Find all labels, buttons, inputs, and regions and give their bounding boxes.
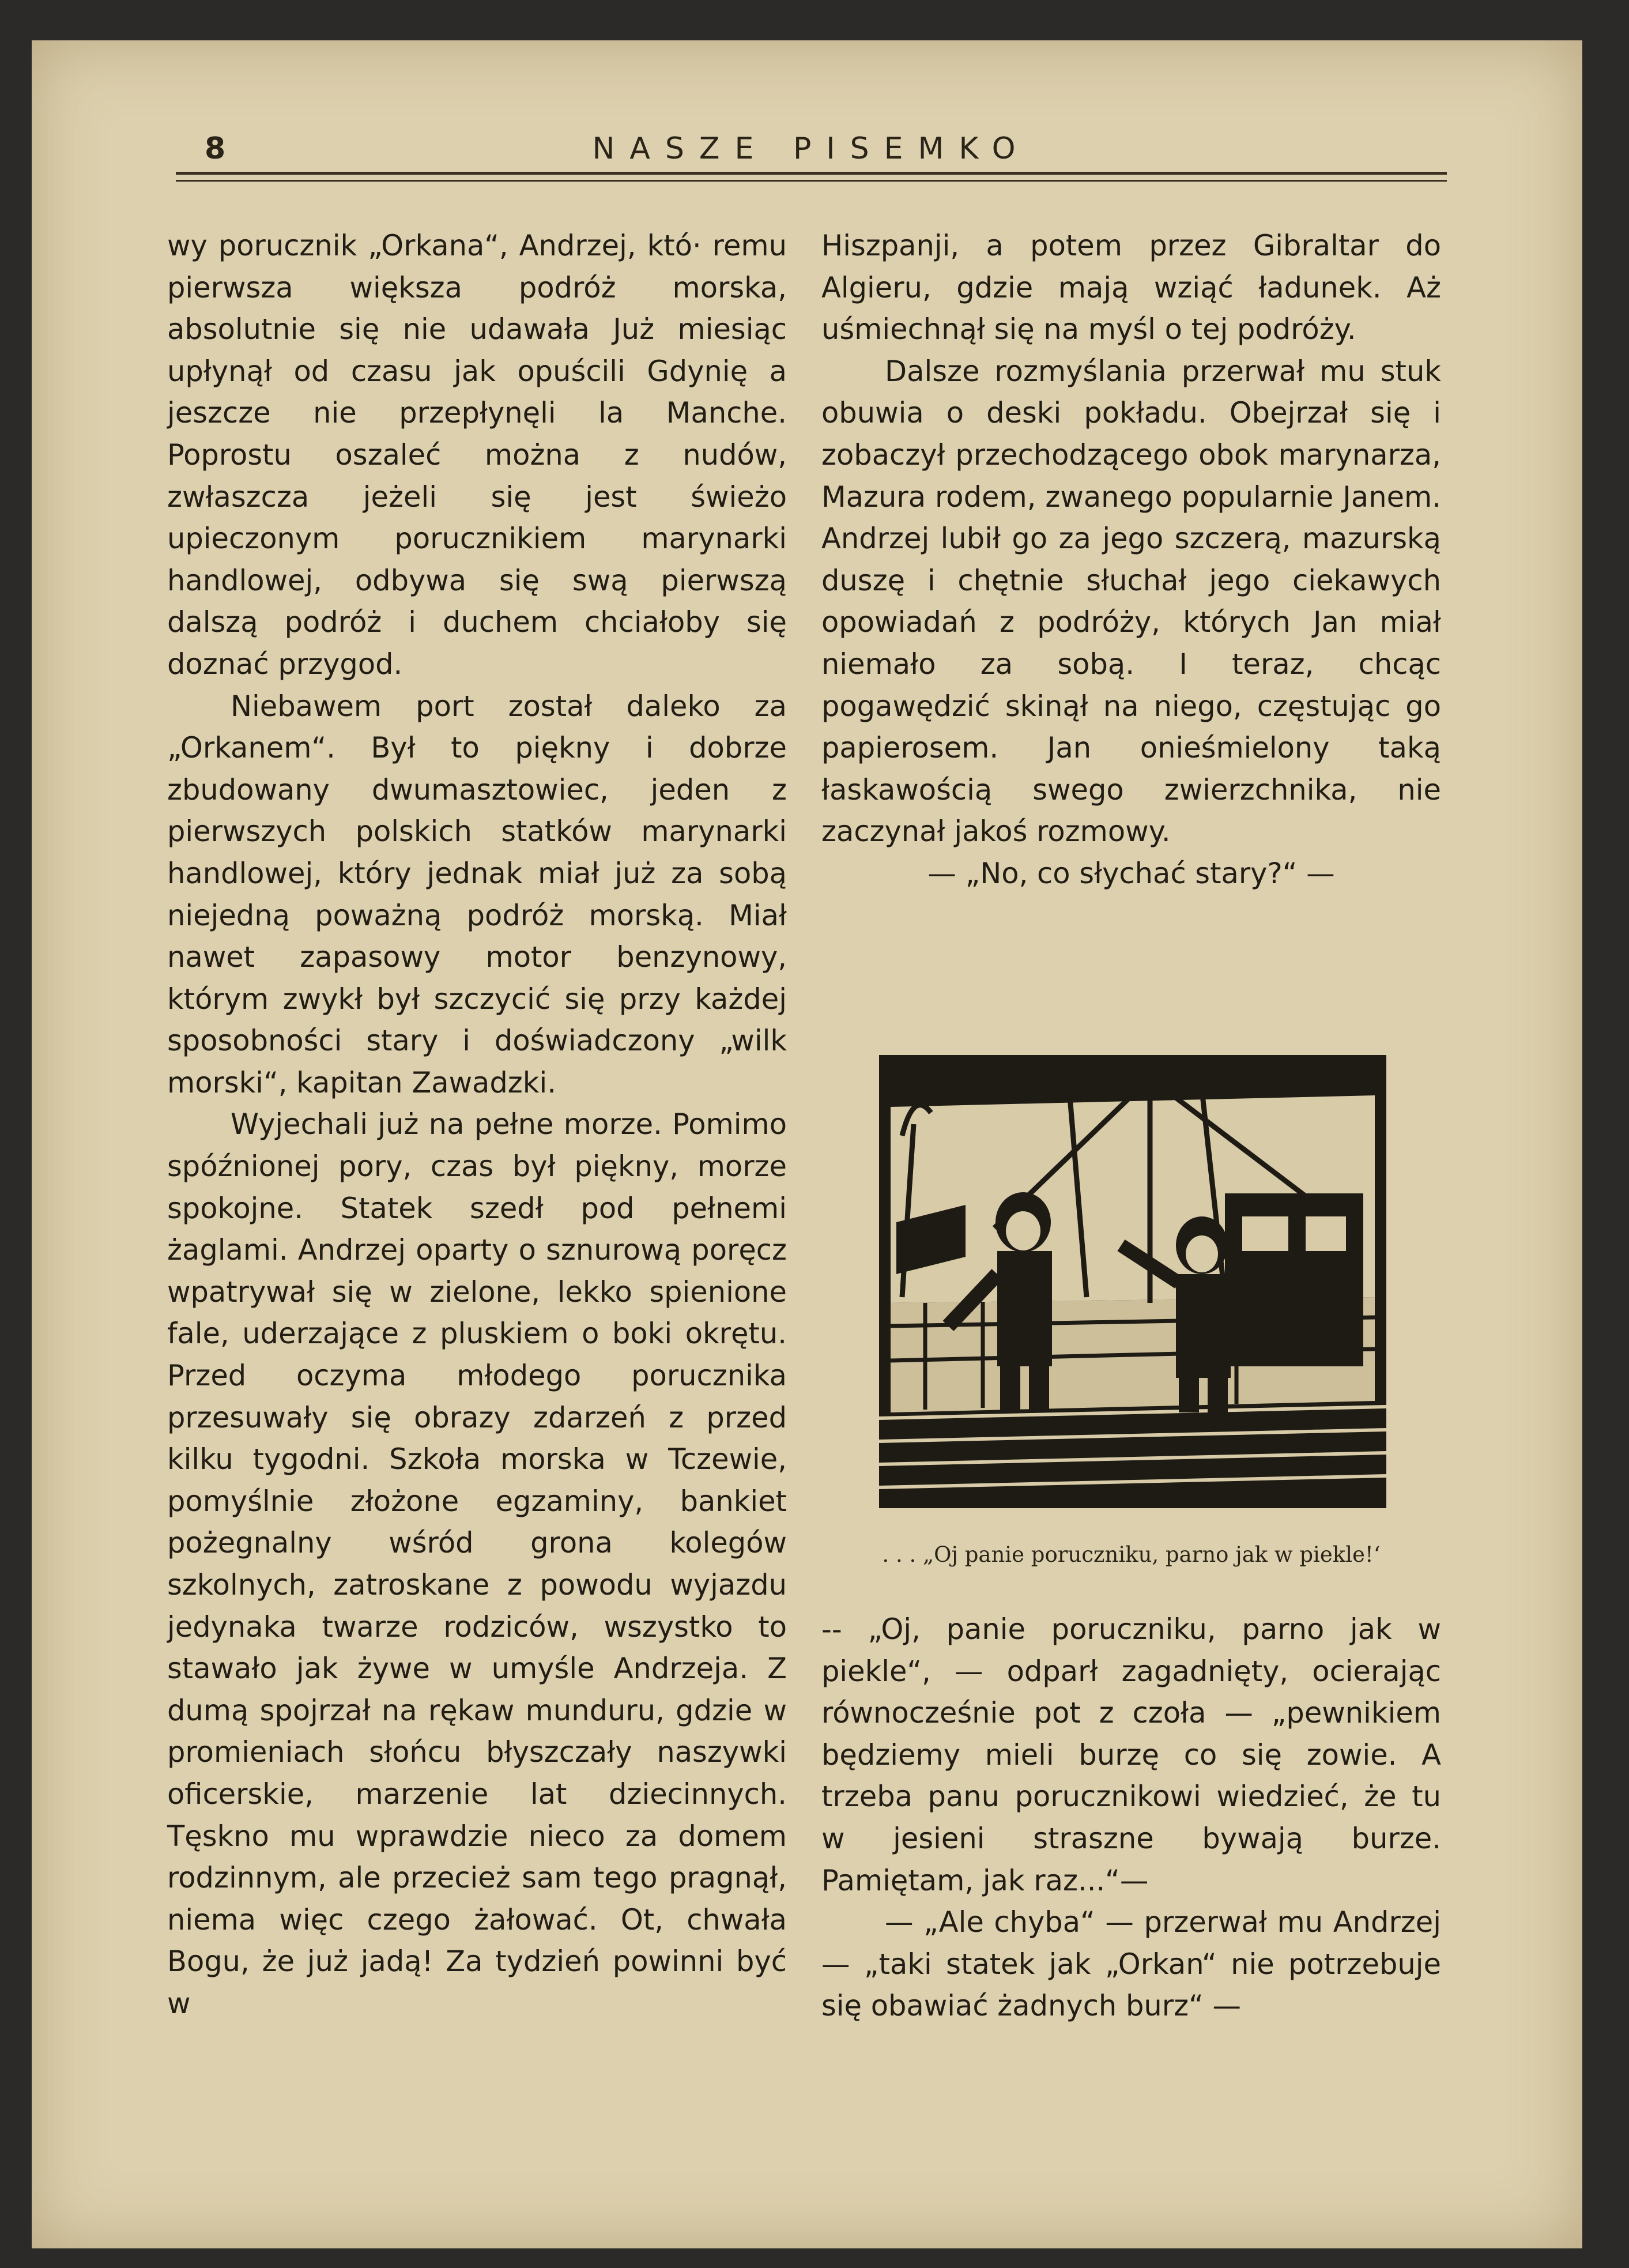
woodcut-illustration: [879, 1055, 1386, 1508]
paragraph: Dalsze rozmyślania przerwał mu stuk obuwia o deski pokładu. Obejrzał się i zobaczył przechodzącego obok marynarza, Mazura rodem, zwanego popularnie Janem. Andrzej lubił go za jego szczerą, mazurską duszę i chętnie słuchał jego ciekawych opowiadań z podróży, których Jan miał niemało za sobą. I teraz, chcąc pogawędzić skinął na niego, częstując go papierosem. Jan onieśmielony taką łaskawością swego zwierzchnika, nie zaczynał jakoś rozmowy.: [821, 354, 1441, 849]
paragraph: Niebawem port został daleko za „Orkanem“. Był to piękny i dobrze zbudowany dwumasztowiec, jeden z pierwszych polskich statków marynarki handlowej, który jednak miał już za sobą niejedną poważną podróż morską. Miał nawet zapasowy motor benzynowy, którym zwykł był szczycić się przy każdej sposobności stary i doświadczony „wilk morski“, kapitan Zawadzki.: [167, 689, 787, 1099]
right-column: [821, 225, 1441, 895]
paragraph: wy porucznik „Orkana“, Andrzej, któ· remu pierwsza większa podróż morska, absolutnie się nie udawała Już miesiąc upłynął od czasu jak opuścili Gdynię a jeszcze nie przepłynęli la Manche. Poprostu oszaleć można z nudów, zwłaszcza jeżeli się jest świeżo upieczonym porucznikiem marynarki handlowej, odbywa się swą pierwszą dalszą podróż i duchem chciałoby się doznać przygod.: [167, 229, 787, 681]
header-rule-top: [176, 172, 1447, 175]
page-number: 8: [205, 131, 226, 166]
left-column: [167, 225, 787, 2025]
dialog-line: — „No, co słychać stary?“ —: [927, 856, 1335, 890]
illustration-caption: . . . „Oj panie poruczniku, parno jak w piekle!‘: [882, 1542, 1381, 1567]
paragraph: -- „Oj, panie poruczniku, parno jak w piekle“, — odparł zagadnięty, ocierając równocześnie pot z czoła — „pewnikiem będziemy mieli burzę co się zowie. A trzeba panu porucznikowi wiedzieć, że tu w jesieni straszne bywają burze. Pamiętam, jak raz...“—: [821, 1613, 1441, 1897]
right-column-lower: [821, 1608, 1441, 2027]
journal-title: NASZE PISEMKO: [592, 131, 1031, 166]
paragraph: Hiszpanji, a potem przez Gibraltar do Algieru, gdzie mają wziąć ładunek. Aż uśmiechnął się na myśl o tej podróży.: [821, 229, 1441, 346]
paragraph: — „Ale chyba“ — przerwał mu Andrzej — „taki statek jak „Orkan“ nie potrzebuje się obawiać żadnych burz“ —: [821, 1905, 1441, 2023]
paragraph: Wyjechali już na pełne morze. Pomimo spóźnionej pory, czas był piękny, morze spokojne. Statek szedł pod pełnemi żaglami. Andrzej oparty o sznurową poręcz wpatrywał się w zielone, lekko spienione fale, uderzające z pluskiem o boki okrętu. Przed oczyma młodego porucznika przesuwały się obrazy zdarzeń z przed kilku tygodni. Szkoła morska w Tczewie, pomyślnie złożone egzaminy, bankiet pożegnalny wśród grona kolegów szkolnych, zatroskane z powodu wyjazdu jedynaka twarze rodziców, wszystko to stawało jak żywe w umyśle Andrzeja. Z dumą spojrzał na rękaw munduru, gdzie w promieniach słońcu błyszczały naszywki oficerskie, marzenie lat dziecinnych. Tęskno mu wprawdzie nieco za domem rodzinnym, ale przecież sam tego pragnął, niema więc czego żałować. Ot, chwała Bogu, że już jadą! Za tydzień powinni być w: [167, 1107, 787, 2020]
page-header: [176, 131, 1447, 172]
header-rule-bottom: [176, 180, 1447, 182]
